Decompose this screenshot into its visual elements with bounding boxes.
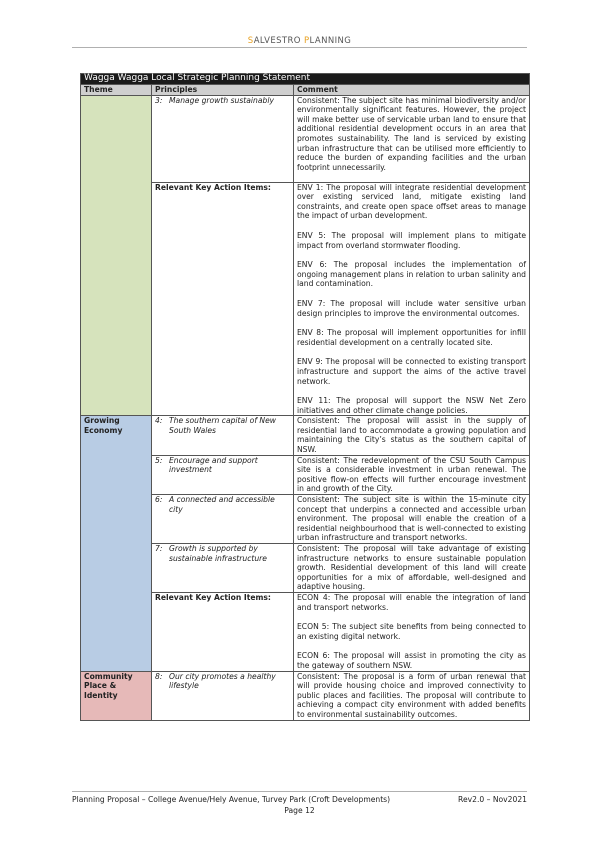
principle-text: Manage growth sustainably [169, 95, 274, 105]
col-comment: Comment [294, 85, 530, 96]
brand-letter-s: S [247, 36, 254, 46]
table-row [81, 416, 530, 455]
footer-revision: Rev2.0 – Nov2021 [458, 795, 527, 804]
comment-cell [294, 592, 530, 671]
table-title: Wagga Wagga Local Strategic Planning Statement [81, 74, 530, 85]
key-action-label: Relevant Key Action Items: [152, 592, 294, 671]
comment-cell: Consistent: The proposal will take advantage of existing infrastructure networks to ensure sustainable population growth. Residential development of this land will create opportunities for a mix of affordable, well-designed and adaptive housing. [294, 544, 530, 593]
principle-text: Our city promotes a healthy lifestyle [169, 671, 276, 691]
col-theme: Theme [81, 85, 152, 96]
action-item: ENV 5: The proposal will implement plans to mitigate impact from overland stormwater flooding. [297, 230, 526, 250]
theme-cell-economy: Growing Economy [81, 416, 152, 671]
comment-cell: Consistent: The subject site is within the 15-minute city concept that underpins a connected and accessible urban environment. The proposal will enable the creation of a residential neighbourhood that is well-connected to existing urban infrastructure and transport networks. [294, 495, 530, 544]
action-item: ECON 5: The subject site benefits from being connected to an existing digital network. [297, 622, 526, 641]
comment-cell: Consistent: The redevelopment of the CSU South Campus site is a considerable investment in urban renewal. The positive flow-on effects will further encourage investment in and growth of the City. [294, 455, 530, 494]
brand-letter-p: P [304, 36, 310, 46]
principle-number: 4: [155, 416, 163, 426]
principle-cell [152, 544, 294, 593]
principle-cell [152, 416, 294, 455]
principle-text: Encourage and support investment [169, 455, 258, 475]
principle-cell [152, 455, 294, 494]
comment-cell: Consistent: The proposal will assist in the supply of residential land to accommodate a growing population and maintaining the City’s status as the southern capital of NSW. [294, 416, 530, 455]
action-item: ENV 8: The proposal will implement opportunities for infill residential development on a centrally located site. [297, 328, 526, 347]
principle-cell [152, 495, 294, 544]
theme-cell-community: Community Place & Identity [81, 671, 152, 720]
key-action-label: Relevant Key Action Items: [152, 182, 294, 416]
footer-divider [72, 791, 527, 792]
action-item: ENV 11: The proposal will support the NSW Net Zero initiatives and other climate change policies. [297, 396, 526, 415]
brand-text-1: ALVESTRO [253, 36, 304, 46]
action-item: ECON 4: The proposal will enable the integration of land and transport networks. [297, 592, 526, 612]
principle-number: 3: [155, 95, 163, 105]
action-item: ENV 6: The proposal includes the implementation of ongoing management plans in relation to urban salinity and land contamination. [297, 260, 526, 289]
principle-text: Growth is supported by sustainable infrastructure [169, 544, 267, 563]
header-divider [72, 47, 527, 48]
theme-cell-env [81, 95, 152, 416]
action-item: ENV 7: The proposal will include water sensitive urban design principles to improve the environmental outcomes. [297, 298, 526, 318]
col-principles: Principles [152, 85, 294, 96]
table-row [81, 671, 530, 720]
principle-cell [152, 95, 294, 182]
principle-text: The southern capital of New South Wales [169, 416, 276, 435]
principle-number: 8: [155, 671, 163, 681]
table-row [81, 95, 530, 182]
page-header [0, 36, 599, 46]
comment-cell [294, 182, 530, 416]
principle-number: 6: [155, 495, 163, 505]
footer-document-title: Planning Proposal – College Avenue/Hely Avenue, Turvey Park (Croft Developments) [72, 795, 391, 804]
comment-cell: Consistent: The subject site has minimal biodiversity and/or environmentally significant features. However, the project will make better use of servicable urban land to ensure that additional residential development occurs in an area that promotes sustainability. The land is serviced by existing urban infrastructure that can be utilised more efficiently to reduce the burden of expanding facilities and the urban footprint unnecessarily. [294, 95, 530, 182]
principle-text: A connected and accessible city [169, 495, 275, 514]
action-item: ENV 1: The proposal will integrate residential development over existing serviced land, mitigate existing land constraints, and create open space offset areas to manage the impact of urban development. [297, 182, 526, 221]
principle-number: 5: [155, 455, 163, 465]
action-item: ECON 6: The proposal will assist in promoting the city as the gateway of southern NSW. [297, 651, 526, 670]
action-item: ENV 9: The proposal will be connected to existing transport infrastructure and support the aims of the active travel network. [297, 357, 526, 386]
comment-cell: Consistent: The proposal is a form of urban renewal that will provide housing choice and improved connectivity to public places and facilities. The proposal will contribute to achieving a compact city environment with added benefits to environmental sustainability outcomes. [294, 671, 530, 720]
page-number: Page 12 [284, 806, 315, 815]
strategy-table [80, 73, 530, 721]
brand-text-2: LANNING [309, 36, 352, 46]
principle-number: 7: [155, 544, 163, 553]
principle-cell [152, 671, 294, 720]
